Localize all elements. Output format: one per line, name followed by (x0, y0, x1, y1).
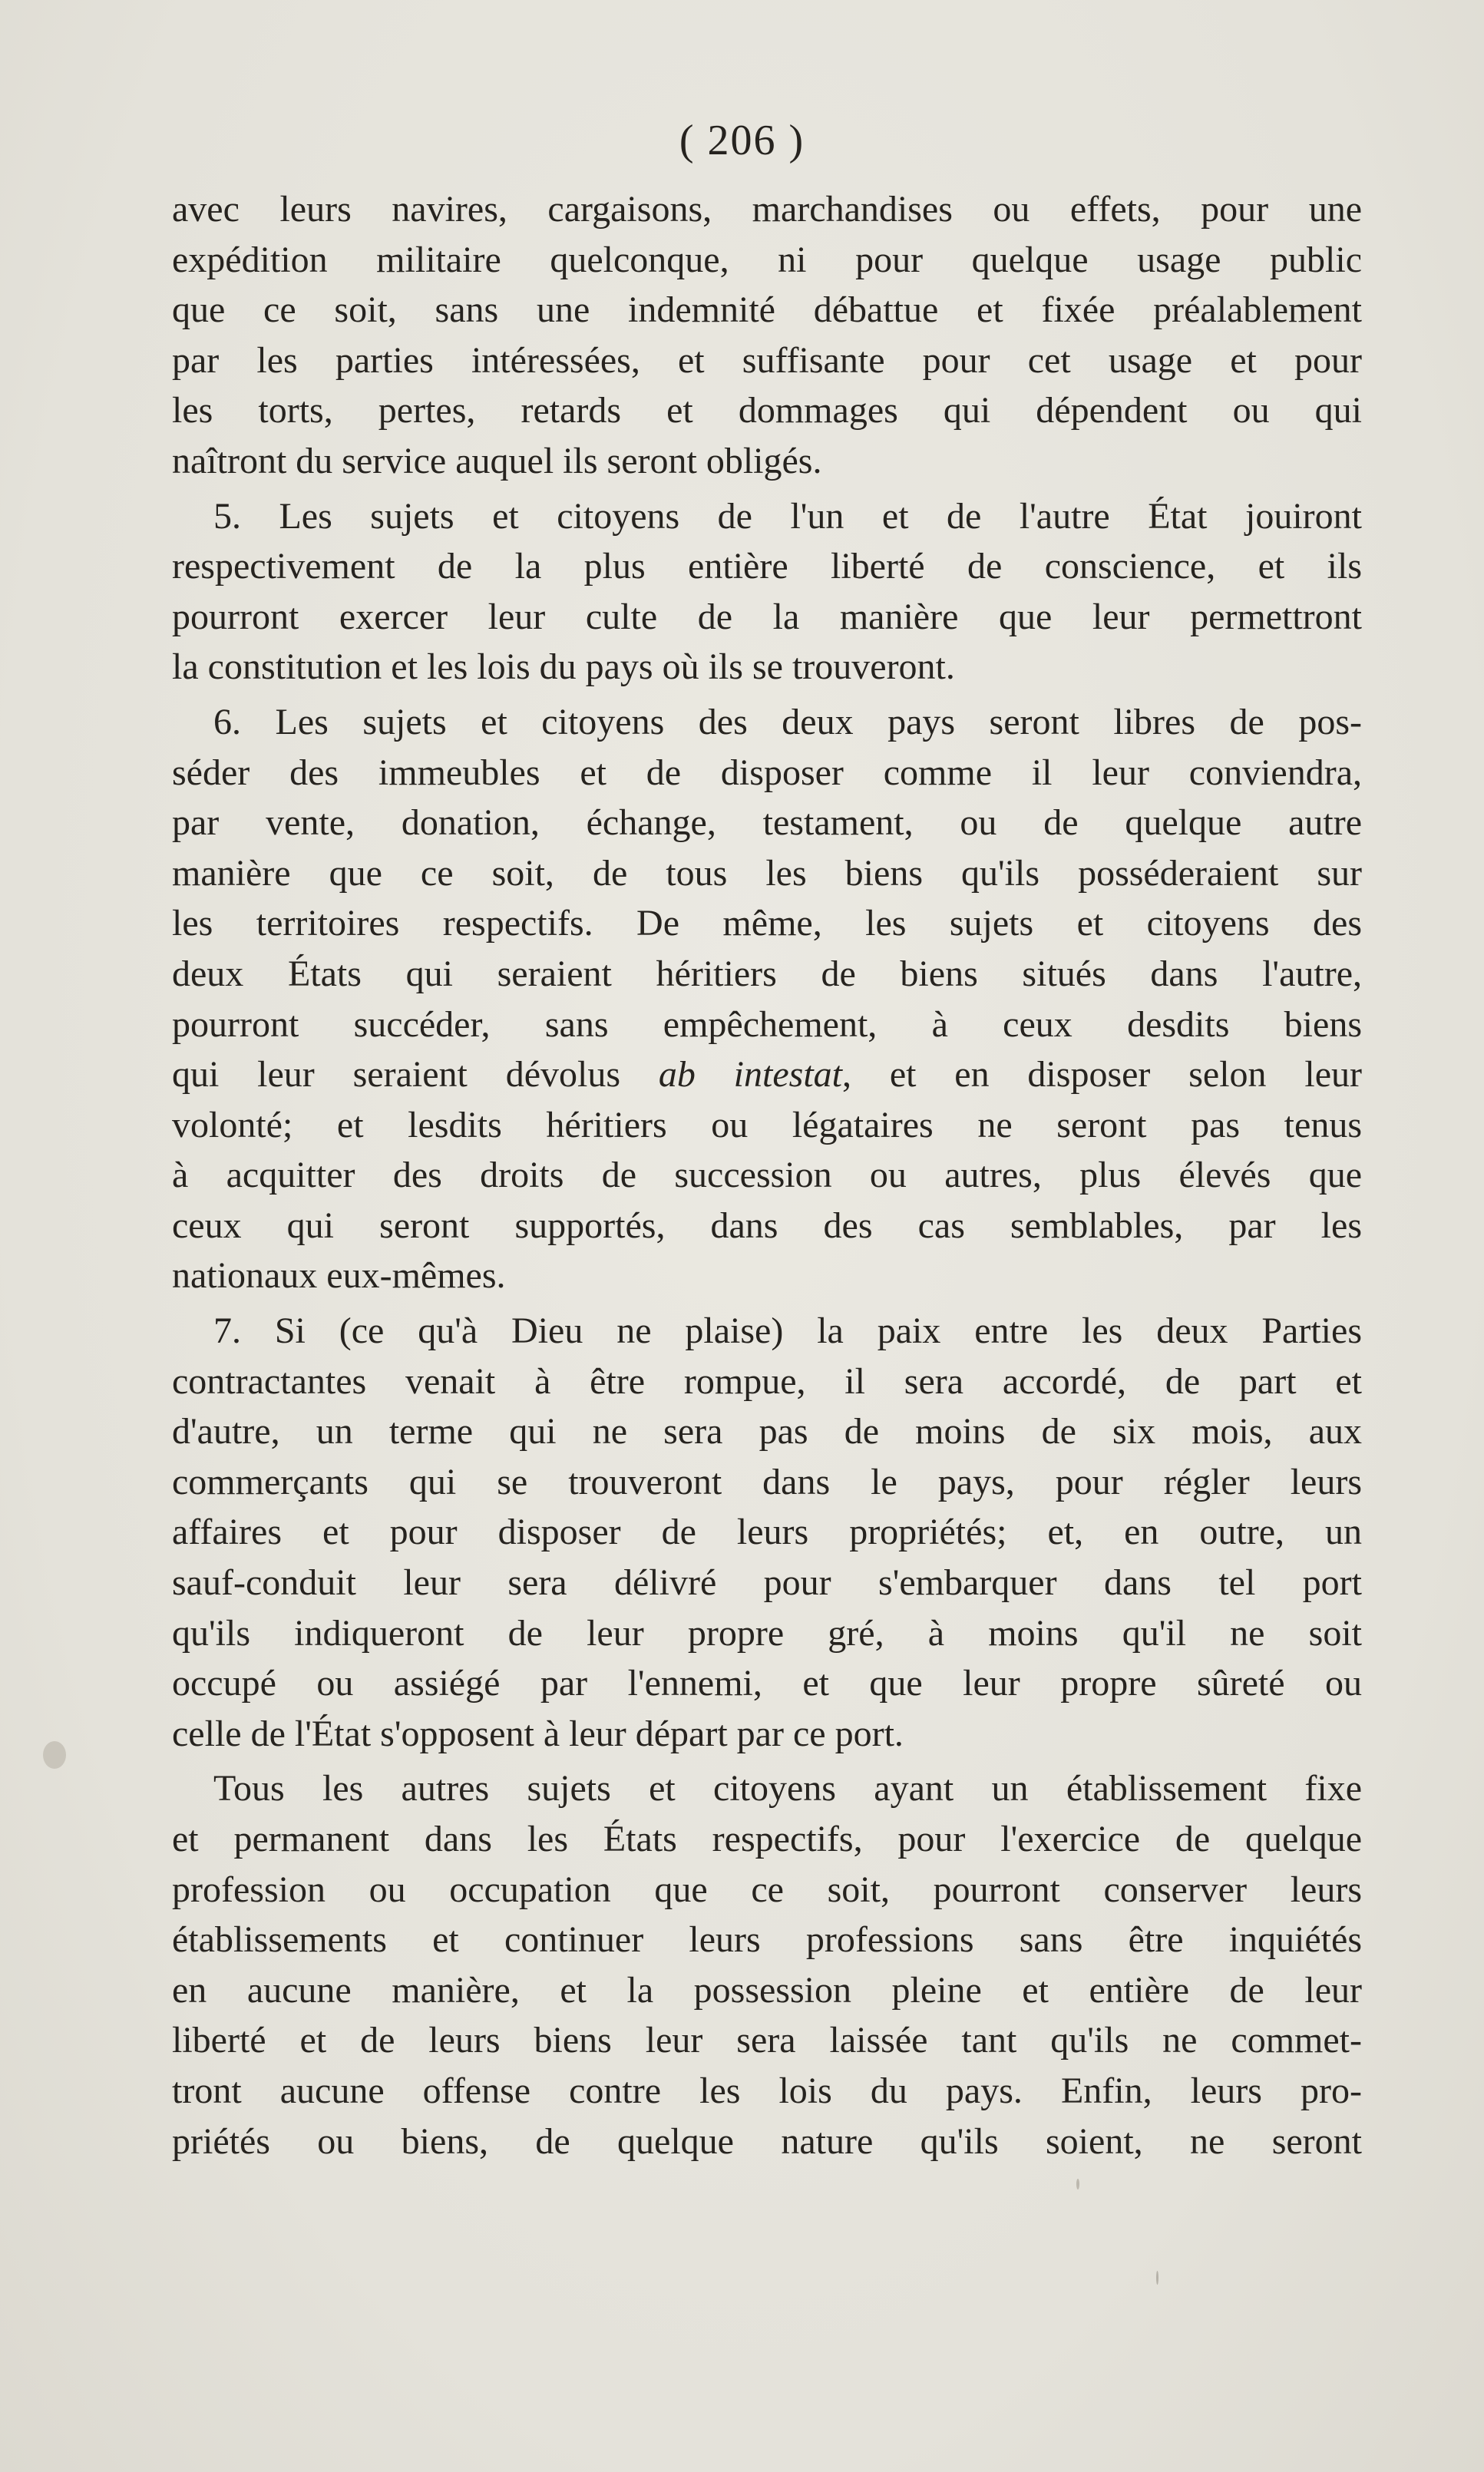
text-line: deux États qui seraient héritiers de biens situés dans l'autre, (172, 953, 1362, 994)
text-line: affaires et pour disposer de leurs propriétés; et, en outre, un (172, 1512, 1362, 1553)
text-line: les territoires respectifs. De même, les sujets et citoyens des (172, 903, 1362, 944)
text-line: occupé ou assiégé par l'ennemi, et que leur propre sûreté ou (172, 1663, 1362, 1704)
text-line: que ce soit, sans une indemnité débattue et fixée préalablement (172, 289, 1362, 331)
paper-speck (43, 1741, 66, 1769)
text-line: et permanent dans les États respectifs, pour l'exercice de quelque (172, 1819, 1362, 1859)
text-line: nationaux eux-mêmes. (172, 1255, 506, 1297)
text-line: par les parties intéressées, et suffisante pour cet usage et pour (172, 339, 1362, 381)
text-line: qu'ils indiqueront de leur propre gré, à moins qu'il ne soit (172, 1612, 1362, 1654)
article-6-start: 6. Les sujets et citoyens des deux pays seront libres de pos- (213, 701, 1362, 742)
text-line: ceux qui seront supportés, dans des cas semblables, par les (172, 1205, 1362, 1246)
text-line: contractantes venait à être rompue, il sera accordé, de part et (172, 1360, 1362, 1402)
text-line: sauf-conduit leur sera délivré pour s'embarquer dans tel port (172, 1562, 1362, 1604)
text-line: pourront succéder, sans empêchement, à ceux desdits biens (172, 1003, 1362, 1045)
text-line: avec leurs navires, cargaisons, marchandises ou effets, pour une (172, 189, 1362, 230)
paper-speck (1076, 2179, 1079, 2189)
text-line: profession ou occupation que ce soit, pourront conserver leurs (172, 1869, 1362, 1910)
text-line: pourront exercer leur culte de la manière que leur permettront (172, 596, 1362, 637)
text-line: celle de l'État s'opposent à leur départ par ce port. (172, 1713, 904, 1754)
article-7-start: 7. Si (ce qu'à Dieu ne plaise) la paix entre les deux Parties (213, 1310, 1362, 1352)
text-line: les torts, pertes, retards et dommages qui dépendent ou qui (172, 390, 1362, 431)
text-line: expédition militaire quelconque, ni pour quelque usage public (172, 239, 1362, 280)
text-line: en aucune manière, et la possession pleine et entière de leur (172, 1969, 1362, 2011)
article-5-start: 5. Les sujets et citoyens de l'un et de l'autre État jouiront (213, 495, 1362, 537)
text-line: priétés ou biens, de quelque nature qu'ils soient, ne seront (172, 2120, 1362, 2162)
paragraph-start: Tous les autres sujets et citoyens ayant un établissement fixe (213, 1768, 1362, 1809)
text-line: liberté et de leurs biens leur sera laissée tant qu'ils ne commet- (172, 2020, 1362, 2061)
text-line: respectivement de la plus entière liberté de conscience, et ils (172, 546, 1362, 587)
text-line: à acquitter des droits de succession ou autres, plus élevés que (172, 1155, 1362, 1196)
text-line: naîtront du service auquel ils seront obligés. (172, 440, 822, 481)
text-line: tront aucune offense contre les lois du pays. Enfin, leurs pro- (172, 2070, 1362, 2111)
text-line: d'autre, un terme qui ne sera pas de moins de six mois, aux (172, 1411, 1362, 1452)
paper-speck (1156, 2271, 1158, 2285)
text-line: manière que ce soit, de tous les biens qu'ils posséderaient sur (172, 852, 1362, 894)
text-line: la constitution et les lois du pays où ils se trouveront. (172, 646, 955, 688)
text-line: commerçants qui se trouveront dans le pays, pour régler leurs (172, 1461, 1362, 1502)
text-line: établissements et continuer leurs professions sans être inquiétés (172, 1919, 1362, 1961)
text-line: volonté; et lesdits héritiers ou légataires ne seront pas tenus (172, 1104, 1362, 1145)
body-text (172, 184, 1362, 2166)
text-line: séder des immeubles et de disposer comme il leur conviendra, (172, 752, 1362, 793)
text-line: qui leur seraient dévolus ab intestat, et en disposer selon leur (172, 1054, 1362, 1096)
latin-phrase: ab intestat (658, 1054, 842, 1096)
page-number: ( 206 ) (679, 117, 805, 164)
text-line: par vente, donation, échange, testament, ou de quelque autre (172, 802, 1362, 844)
